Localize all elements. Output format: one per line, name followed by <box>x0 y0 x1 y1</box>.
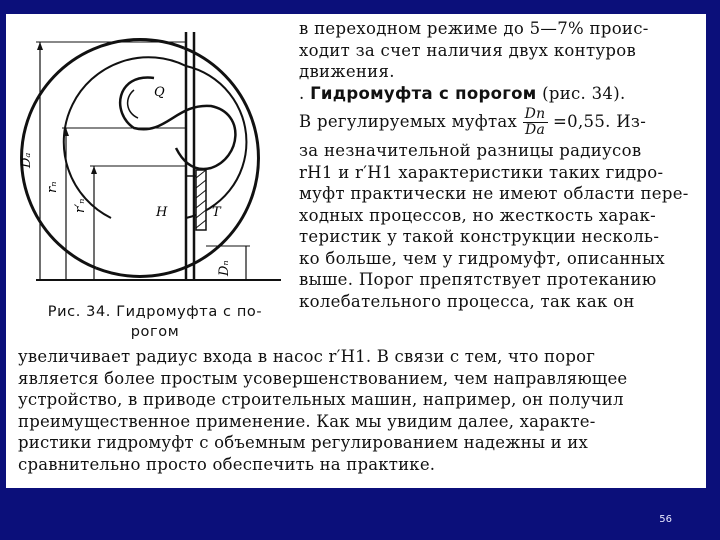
text-line: за незначительной разницы радиусов <box>299 141 642 160</box>
text-line: колебательного процесса, так как он <box>299 291 635 311</box>
text-line: муфт практически не имеют области пере- <box>299 184 689 203</box>
label-dn: Dₙ <box>217 260 232 276</box>
full-width-text <box>18 346 718 475</box>
outer-housing-arc-left <box>22 40 184 268</box>
text-line: в переходном режиме до 5—7% проис- <box>299 19 649 38</box>
formula-fraction <box>523 107 548 138</box>
text-line: является более простым усовершенствованием, чем направляющее <box>18 368 628 388</box>
caption-line: Рис. 34. Гидромуфта с по- <box>47 304 263 320</box>
slide-bottom-bar <box>0 488 720 540</box>
text-line: движения. <box>299 62 395 81</box>
label-da: Dₐ <box>19 152 34 168</box>
slide-top-bar <box>0 0 720 14</box>
outer-housing-arc <box>96 48 258 276</box>
label-rn: rₙ <box>45 181 60 193</box>
text-line: ходит за счет наличия двух контуров <box>299 40 637 60</box>
formula-line <box>299 104 719 140</box>
scanned-page <box>6 14 706 488</box>
right-column-text <box>299 18 719 312</box>
figure-34-diagram <box>16 18 296 298</box>
figure-caption <box>20 302 290 342</box>
text-line: ко больше, чем у гидромуфт, описанных <box>299 248 666 268</box>
inner-circle-left <box>64 57 186 218</box>
text-line: теристик у такой конструкции несколь- <box>299 227 660 246</box>
flow-path <box>120 78 235 169</box>
text-line: устройство, в приводе строительных машин, например, он получил <box>18 390 624 409</box>
flow-inner <box>128 90 138 118</box>
fraction-denominator: Dа <box>524 122 546 138</box>
section-heading: Гидромуфта с порогом <box>310 83 537 103</box>
text-line: увеличивает радиус входа в насос r′Н1. В связи с тем, что порог <box>18 347 596 366</box>
label-rn-prime: r′ₙ <box>73 198 88 213</box>
text-line: сравнительно просто обеспечить на практике. <box>18 454 436 474</box>
formula-tail: =0,55. Из- <box>553 112 647 131</box>
text-line: ристики гидромуфт с объемным регулированием надежны и их <box>18 433 588 452</box>
text-line: ходных процессов, но жесткость харак- <box>299 205 657 225</box>
label-t: T <box>212 205 221 220</box>
caption-line: рогом <box>130 324 180 340</box>
coupling-drawing <box>16 18 296 298</box>
formula-prefix: В регулируемых муфтах <box>299 112 523 131</box>
fraction-numerator: Dп <box>524 106 546 122</box>
text-line: выше. Порог препятствует протеканию <box>299 270 657 289</box>
label-h: H <box>156 205 168 220</box>
text-line: rН1 и r′Н1 характеристики таких гидро- <box>299 162 664 182</box>
heading-tail: (рис. 34). <box>542 83 626 103</box>
text-line: преимущественное применение. Как мы увидим далее, характе- <box>18 411 596 431</box>
label-q: Q <box>154 85 165 100</box>
heading-prefix: . <box>299 83 305 103</box>
slide-page-number: 56 <box>659 514 672 525</box>
section-heading-line <box>299 83 719 105</box>
